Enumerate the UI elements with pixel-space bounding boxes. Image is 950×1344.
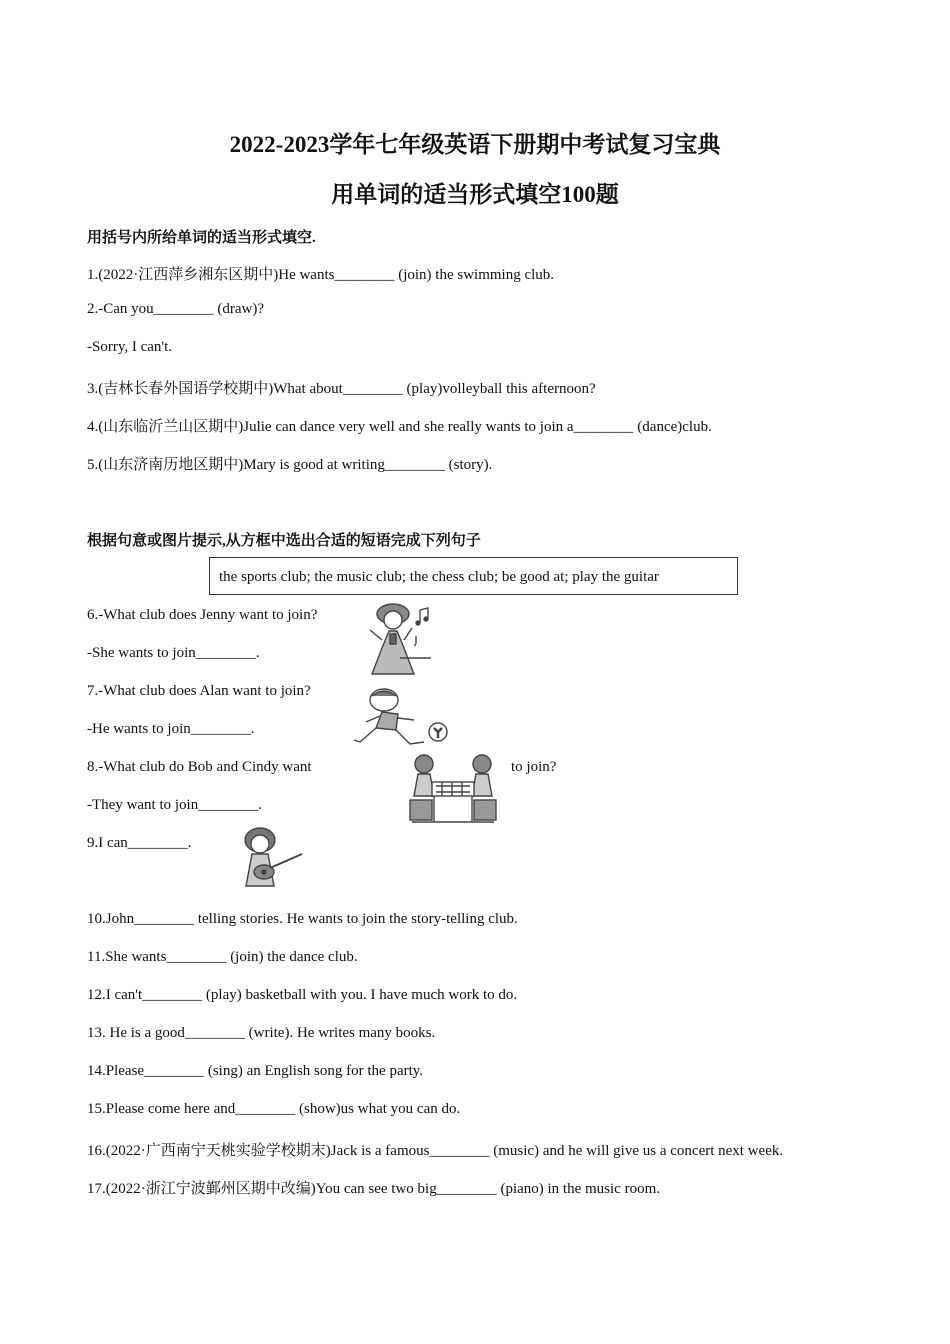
guitar-girl-illustration (236, 824, 308, 894)
question-line: 1.(2022·江西萍乡湘东区期中)He wants________ (join) the swimming club. (87, 267, 555, 283)
singing-girl-illustration (356, 598, 436, 682)
question-line: 7.-What club does Alan want to join? (87, 683, 311, 699)
question-line: -They want to join________. (87, 797, 262, 813)
question-line: to join? (511, 759, 557, 775)
question-line: 9.I can________. (87, 835, 192, 851)
question-line: 17.(2022·浙江宁波鄞州区期中改编)You can see two big________ (piano) in the music room. (87, 1181, 661, 1197)
question-line: 10.John________ telling stories. He wants to join the story-telling club. (87, 911, 518, 927)
question-line: 5.(山东济南历地区期中)Mary is good at writing________ (story). (87, 457, 493, 473)
question-line: -He wants to join________. (87, 721, 255, 737)
page-title: 2022-2023学年七年级英语下册期中考试复习宝典 (229, 132, 721, 157)
question-line: 6.-What club does Jenny want to join? (87, 607, 318, 623)
question-line: 3.(吉林长春外国语学校期中)What about________ (play)volleyball this afternoon? (87, 381, 596, 397)
section2-heading: 根据句意或图片提示,从方框中选出合适的短语完成下列句子 (87, 533, 481, 549)
question-line: 11.She wants________ (join) the dance club. (87, 949, 358, 965)
page-subtitle: 用单词的适当形式填空100题 (331, 182, 619, 207)
question-line: -Sorry, I can't. (87, 339, 173, 355)
soccer-boy-illustration (352, 686, 454, 756)
question-line: -She wants to join________. (87, 645, 260, 661)
question-line: 13. He is a good________ (write). He writes many books. (87, 1025, 436, 1041)
question-line: 15.Please come here and________ (show)us what you can do. (87, 1101, 461, 1117)
chess-players-illustration (406, 752, 500, 828)
section1-heading: 用括号内所给单词的适当形式填空. (87, 230, 316, 246)
question-line: 14.Please________ (sing) an English song for the party. (87, 1063, 424, 1079)
question-line: 12.I can't________ (play) basketball with you. I have much work to do. (87, 987, 518, 1003)
phrase-box: the sports club; the music club; the chess club; be good at; play the guitar (209, 557, 738, 595)
question-line: 4.(山东临沂兰山区期中)Julie can dance very well and she really wants to join a________ (dance)club. (87, 419, 712, 435)
question-line: 16.(2022·广西南宁天桃实验学校期末)Jack is a famous________ (music) and he will give us a concert next week. (87, 1143, 784, 1159)
question-line: 8.-What club do Bob and Cindy want (87, 759, 312, 775)
question-line: 2.-Can you________ (draw)? (87, 301, 265, 317)
